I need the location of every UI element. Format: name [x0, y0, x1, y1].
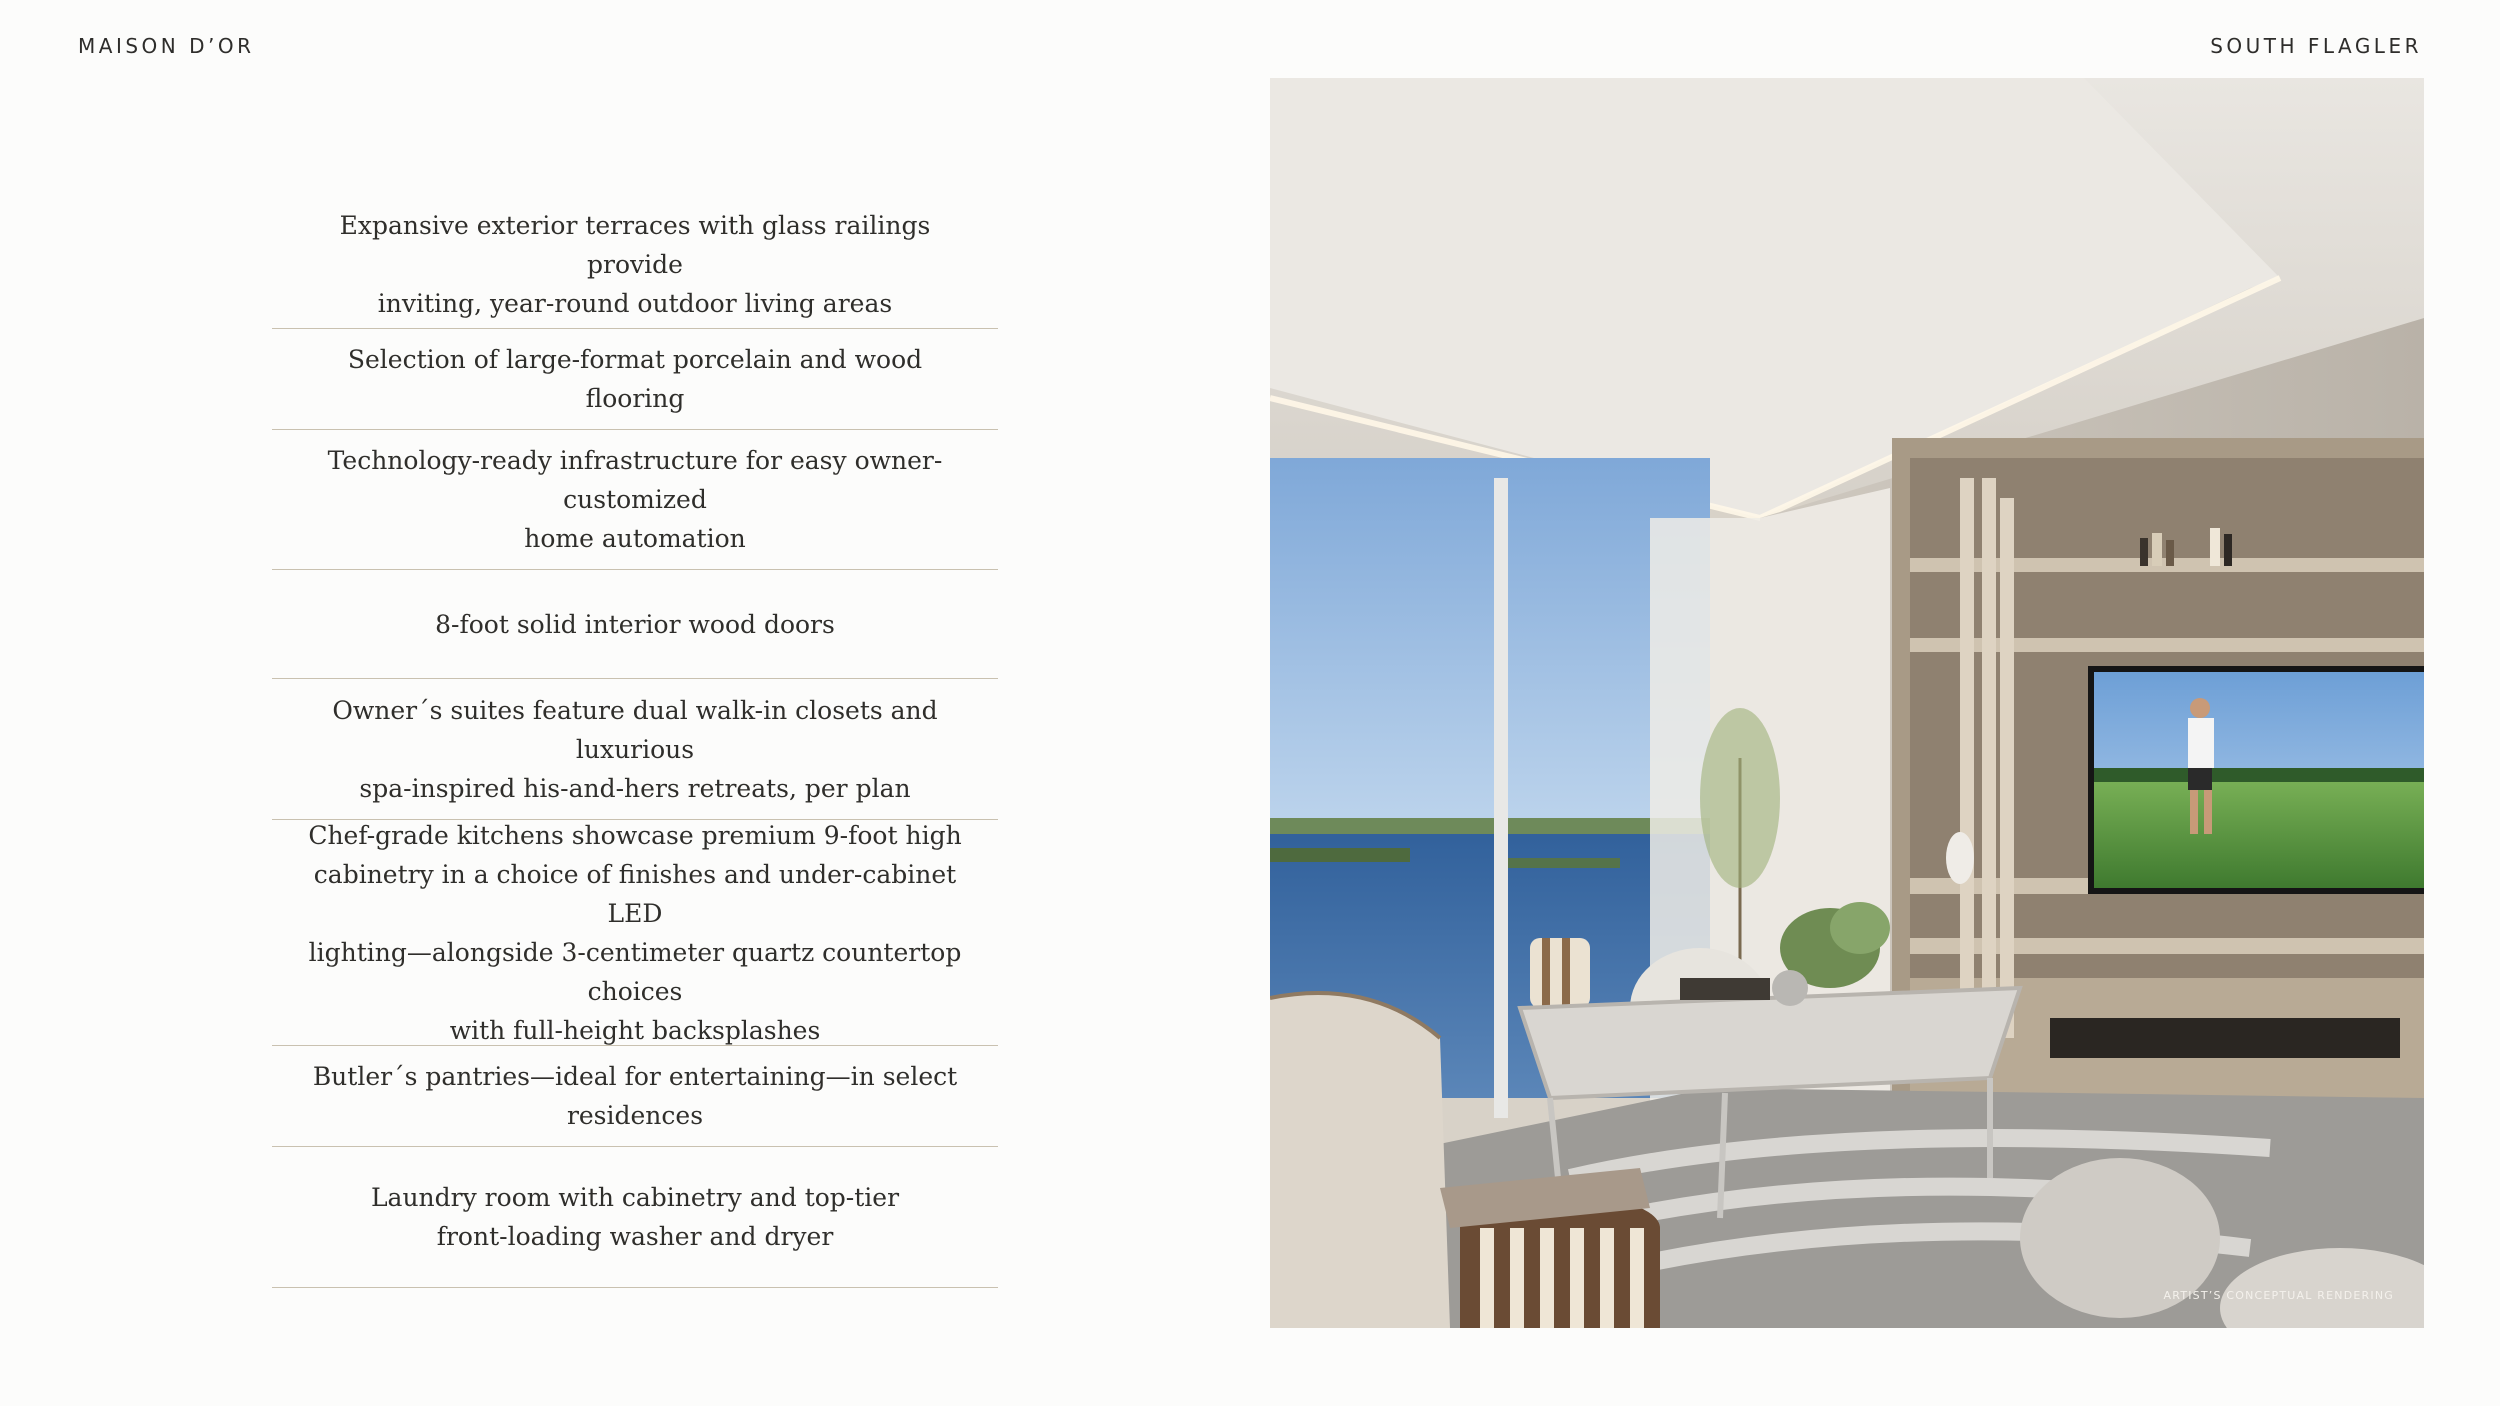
- rendering-caption: ARTIST’S CONCEPTUAL RENDERING: [2163, 1289, 2394, 1302]
- feature-text-line: with full-height backsplashes: [449, 1015, 821, 1045]
- brand-name: MAISON D’OR: [78, 34, 255, 58]
- interior-rendering-image: [1270, 78, 2424, 1328]
- feature-item: [272, 820, 998, 1046]
- feature-text-line: spa-inspired his-and-hers retreats, per plan: [359, 773, 911, 803]
- feature-text-line: Selection of large-format porcelain and wood flooring: [347, 345, 923, 413]
- feature-item: [272, 1147, 998, 1288]
- feature-item: [272, 329, 998, 430]
- feature-list: [272, 200, 998, 1288]
- living-room-illustration: [1270, 78, 2424, 1328]
- feature-item: [272, 679, 998, 820]
- feature-text-line: Butler´s pantries—ideal for entertaining—in select residences: [312, 1062, 958, 1130]
- feature-text-line: home automation: [524, 524, 746, 553]
- feature-text-line: front-loading washer and dryer: [436, 1222, 834, 1251]
- feature-text-line: lighting—alongside 3-centimeter quartz countertop choices: [308, 937, 962, 1006]
- feature-text-line: cabinetry in a choice of finishes and under-cabinet LED: [313, 859, 957, 928]
- location-label: SOUTH FLAGLER: [2210, 34, 2422, 58]
- feature-text-line: Laundry room with cabinetry and top-tier: [370, 1183, 900, 1212]
- feature-item: [272, 1046, 998, 1147]
- feature-item: [272, 200, 998, 329]
- feature-text-line: Owner´s suites feature dual walk-in closets and luxurious: [332, 695, 938, 764]
- feature-text-line: Expansive exterior terraces with glass railings provide: [339, 210, 931, 279]
- feature-text-line: inviting, year-round outdoor living areas: [377, 288, 893, 318]
- feature-text-line: Chef-grade kitchens showcase premium 9-foot high: [308, 820, 962, 850]
- feature-item: [272, 570, 998, 679]
- feature-text-line: 8-foot solid interior wood doors: [435, 609, 835, 639]
- feature-item: [272, 430, 998, 570]
- feature-text-line: Technology-ready infrastructure for easy owner-customized: [327, 446, 943, 514]
